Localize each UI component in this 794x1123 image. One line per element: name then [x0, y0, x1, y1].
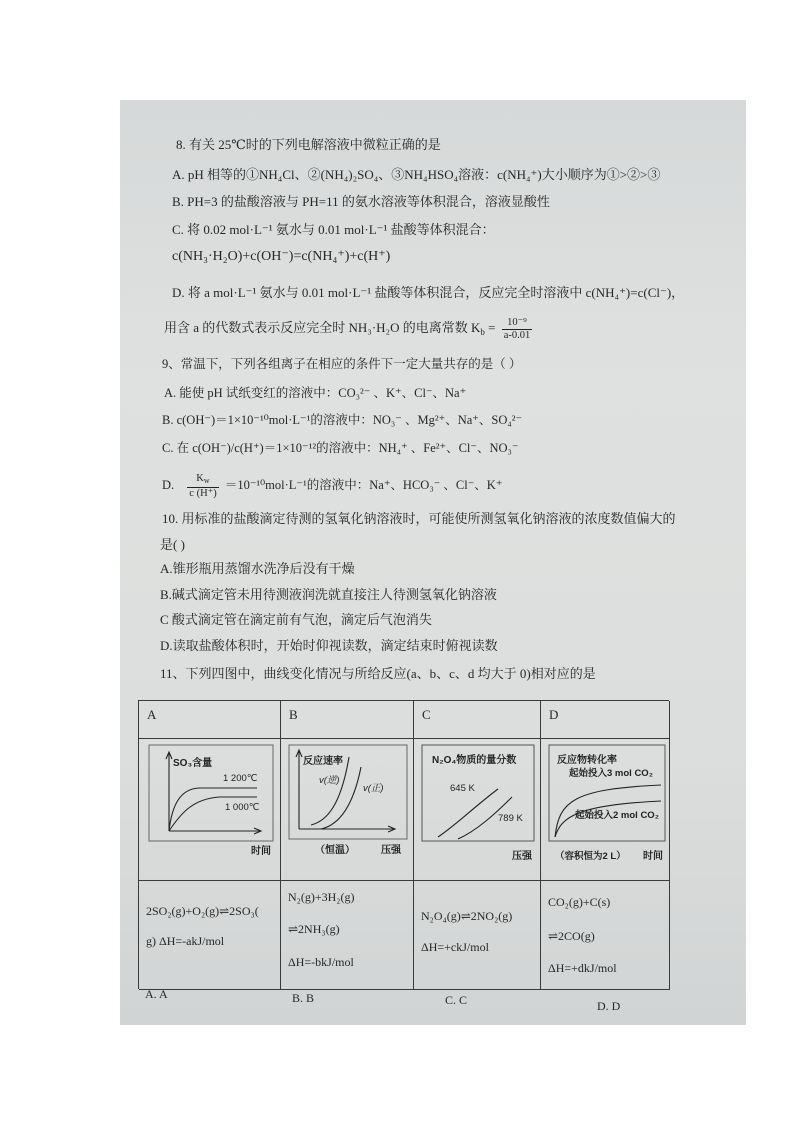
curve-v-reverse	[311, 757, 349, 825]
label-1200c: 1 200℃	[223, 773, 258, 784]
graph-d	[541, 739, 668, 879]
header-cell-c	[414, 701, 541, 739]
graph-d-xlabel: 时间	[643, 851, 663, 862]
q9-option-a: A. 能使 pH 试纸变红的溶液中：CO₃²⁻ 、K⁺、Cl⁻、Na⁺	[164, 386, 467, 400]
graph-b-ylabel: 反应速率	[303, 756, 343, 767]
q9-option-d-label: D.	[162, 478, 175, 492]
kw-numerator	[187, 473, 218, 488]
reaction-d-line-3: ΔH=+dkJ/mol	[548, 961, 617, 975]
header-c: C	[422, 707, 431, 722]
label-3mol-co2: 起始投入3 mol CO₂	[569, 768, 653, 779]
q8-option-d: D. 将 a mol·L⁻¹ 氨水与 0.01 mol·L⁻¹ 盐酸等体积混合，反应完全时溶液中 c(NH₄⁺)=c(Cl⁻)，	[172, 285, 685, 300]
kb-equals: =	[488, 320, 496, 335]
answer-choice-b: B. B	[292, 991, 315, 1005]
q11-stem: 11、下列四图中，曲线变化情况与所给反应(a、b、c、d 均大于 0)相对应的是	[160, 666, 596, 681]
graph-b-condition: （恒温）	[315, 845, 355, 856]
kw-symbol: K	[196, 472, 204, 484]
q10-stem: 10. 用标准的盐酸滴定待测的氢氧化钠溶液时，可能使所测氢氧化钠溶液的浓度数值偏大的	[162, 511, 676, 526]
label-1000c: 1 000℃	[225, 802, 260, 813]
label-v-forward: v(正)	[363, 783, 384, 794]
reaction-c-line-2: ΔH=+ckJ/mol	[421, 940, 489, 954]
header-a: A	[147, 707, 157, 722]
q9-option-b: B. c(OH⁻)＝1×10⁻¹⁰mol·L⁻¹的溶液中：NO₃⁻ 、Mg²⁺、Na⁺、SO₄²⁻	[162, 413, 523, 427]
graph-b	[281, 739, 412, 879]
q10-stem-continued: 是( )	[160, 537, 185, 552]
reaction-b-line-3: ΔH=-bkJ/mol	[288, 955, 354, 969]
reaction-b-line-1: N₂(g)+3H₂(g)	[288, 890, 355, 904]
q8-option-c: C. 将 0.02 mol·L⁻¹ 氨水与 0.01 mol·L⁻¹ 盐酸等体积混合：	[172, 222, 495, 237]
graph-cell-b	[281, 739, 414, 881]
label-2mol-co2: 起始投入2 mol CO₂	[575, 810, 659, 821]
reaction-cell-c	[414, 881, 541, 990]
q8-stem: 8. 有关 25℃时的下列电解溶液中微粒正确的是	[176, 137, 441, 152]
header-cell-a	[139, 701, 281, 739]
graph-d-condition: （容积恒为2 L）	[555, 851, 626, 862]
q9-option-c: C. 在 c(OH⁻)/c(H⁺)＝1×10⁻¹²的溶液中：NH₄⁺ 、Fe²⁺、Cl⁻、NO₃⁻	[162, 441, 519, 455]
curve-645k	[438, 789, 498, 837]
q10-option-c: C 酸式滴定管在滴定前有气泡，滴定后气泡消失	[160, 612, 432, 627]
q9-option-d	[162, 471, 502, 500]
q11-table	[138, 700, 669, 989]
graph-d-ylabel: 反应物转化率	[557, 755, 617, 766]
graph-a	[139, 739, 279, 879]
graph-a-xlabel: 时间	[251, 846, 271, 857]
graph-b-xlabel: 压强	[381, 845, 401, 856]
label-645k: 645 K	[450, 783, 475, 794]
reaction-b-line-2: ⇌2NH₃(g)	[288, 922, 340, 936]
graph-cell-c	[414, 739, 541, 881]
graph-c-ylabel: N₂O₄物质的量分数	[432, 755, 517, 766]
reaction-c-line-1: N₂O₄(g)⇌2NO₂(g)	[421, 909, 513, 923]
q10-option-b: B.碱式滴定管未用待测液润洗就直接注人待测氢氧化钠溶液	[160, 587, 497, 602]
q8-option-d-continued	[164, 314, 535, 346]
reaction-a-line-2: g) ΔH=-akJ/mol	[146, 934, 225, 948]
header-cell-b	[281, 701, 414, 739]
graph-a-ylabel: SO₃含量	[173, 758, 213, 769]
reaction-cell-a	[139, 881, 281, 990]
label-v-reverse: v(逆)	[319, 775, 340, 786]
kw-denominator: c (H⁺)	[189, 487, 217, 499]
header-b: B	[289, 707, 298, 722]
q10-option-d: D.读取盐酸体积时，开始时仰视读数，滴定结束时俯视读数	[160, 638, 498, 653]
kw-subscript: w	[203, 475, 210, 485]
kb-numerator: 10⁻⁹	[502, 317, 533, 330]
q10-option-a: A.锥形瓶用蒸馏水洗净后没有干燥	[160, 561, 355, 576]
q8-option-a: A. pH 相等的①NH₄Cl、②(NH₄)₂SO₄、③NH₄HSO₄溶液：c(NH₄⁺)大小顺序为①>②>③	[172, 167, 661, 182]
reaction-cell-d	[541, 881, 670, 990]
label-789k: 789 K	[498, 813, 523, 824]
q9-option-d-rest: ＝10⁻¹⁰mol·L⁻¹的溶液中：Na⁺、HCO₃⁻ 、Cl⁻、K⁺	[224, 478, 503, 492]
kb-fraction	[502, 317, 533, 342]
header-d: D	[549, 707, 559, 722]
q8-option-c-formula: c(NH₃·H₂O)+c(OH⁻)=c(NH₄⁺)+c(H⁺)	[172, 249, 391, 264]
reaction-a-line-1: 2SO₂(g)+O₂(g)⇌2SO₃(	[146, 904, 259, 918]
graph-c	[414, 739, 539, 879]
header-cell-d	[541, 701, 670, 739]
answer-choice-c: C. C	[445, 993, 468, 1007]
graph-cell-a	[139, 739, 281, 881]
kb-subscript: b	[480, 327, 485, 337]
graph-cell-d	[541, 739, 670, 881]
reaction-cell-b	[281, 881, 414, 990]
q9-stem: 9、常温下，下列各组离子在相应的条件下一定大量共存的是（ ）	[162, 357, 522, 371]
q8-option-b: B. PH=3 的盐酸溶液与 PH=11 的氨水溶液等体积混合，溶液显酸性	[172, 194, 550, 209]
q8-option-d-cont-text: 用含 a 的代数式表示反应完全时 NH₃·H₂O 的电离常数 K	[164, 320, 481, 335]
answer-choice-d: D. D	[597, 999, 621, 1013]
kw-fraction	[187, 473, 218, 500]
kb-denominator: a-0.01	[503, 329, 531, 341]
reaction-d-line-2: ⇌2CO(g)	[548, 929, 595, 943]
answer-choice-a: A. A	[145, 987, 168, 1001]
graph-c-xlabel: 压强	[512, 851, 532, 862]
reaction-d-line-1: CO₂(g)+C(s)	[548, 895, 611, 909]
